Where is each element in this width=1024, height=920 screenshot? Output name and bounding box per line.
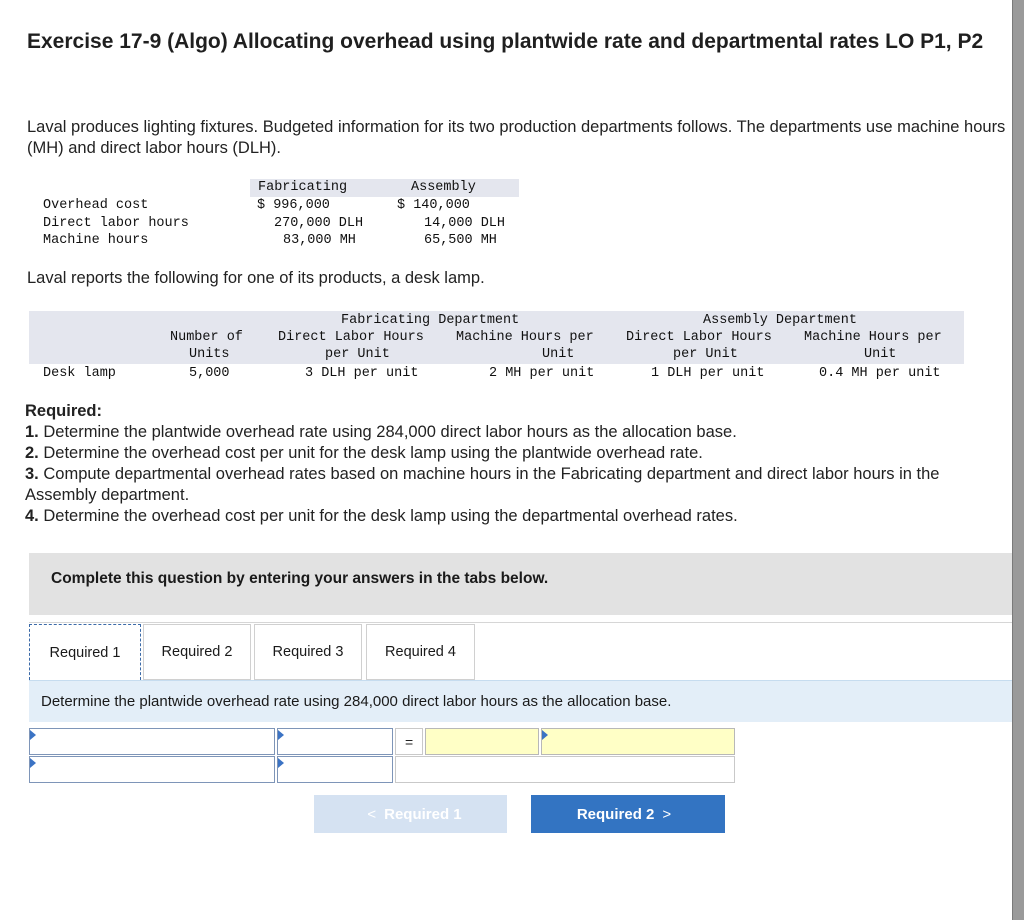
fab-value: 83,000 MH: [283, 233, 356, 248]
budget-table: [29, 179, 519, 250]
window-edge: [1012, 0, 1024, 920]
empty-cell: [395, 756, 735, 783]
group-assembly: Assembly Department: [703, 313, 857, 328]
units-value: 5,000: [189, 366, 230, 381]
instruction-text: Determine the plantwide overhead rate using 284,000 direct labor hours as the allocation base.: [41, 693, 672, 710]
col-units-line2: Units: [189, 347, 230, 362]
required-list: [25, 401, 1010, 527]
required-item: 4. Determine the overhead cost per unit for the desk lamp using the departmental overhead rates.: [25, 507, 738, 525]
tab-required-4[interactable]: Required 4: [366, 624, 475, 680]
col-fab-mh-line1: Machine Hours per: [456, 330, 594, 345]
answer-grid: [29, 728, 735, 784]
header-fabricating: Fabricating: [258, 180, 348, 195]
product-intro: Laval reports the following for one of its products, a desk lamp.: [27, 269, 485, 287]
col-asm-dlh-line2: per Unit: [673, 347, 738, 362]
tab-instruction: [29, 680, 1012, 722]
fab-value: $ 996,000: [257, 198, 330, 213]
col-units-line1: Number of: [170, 330, 243, 345]
col-asm-dlh-line1: Direct Labor Hours: [626, 330, 772, 345]
required-item: 3. Compute departmental overhead rates based on machine hours in the Fabricating department and direct labor hours in the Assembly department.: [25, 465, 940, 504]
previous-button[interactable]: [314, 795, 507, 833]
overhead-label-select[interactable]: [29, 728, 275, 755]
required-item: 1. Determine the plantwide overhead rate using 284,000 direct labor hours as the allocation base.: [25, 423, 737, 441]
asm-mh-value: 0.4 MH per unit: [819, 366, 941, 381]
fab-dlh-value: 3 DLH per unit: [305, 366, 419, 381]
row-label: Desk lamp: [43, 366, 116, 381]
asm-value: 14,000 DLH: [424, 215, 506, 231]
tab-required-1[interactable]: Required 1: [29, 624, 141, 680]
col-fab-dlh-line1: Direct Labor Hours: [278, 330, 424, 345]
col-asm-mh-line1: Machine Hours per: [804, 330, 942, 345]
rate-unit-select[interactable]: [541, 728, 735, 755]
complete-text: Complete this question by entering your answers in the tabs below.: [51, 570, 549, 587]
table-row: [29, 232, 519, 250]
base-amount-input[interactable]: [277, 756, 393, 783]
base-label-select[interactable]: [29, 756, 275, 783]
fab-mh-value: 2 MH per unit: [489, 366, 595, 381]
col-fab-dlh-line2: per Unit: [325, 347, 390, 362]
required-item: 2. Determine the overhead cost per unit for the desk lamp using the plantwide overhead rate.: [25, 444, 703, 462]
chevron-left-icon: <: [367, 805, 377, 823]
dropdown-marker-icon: [30, 730, 36, 740]
col-asm-mh-line2: Unit: [864, 347, 897, 362]
previous-label: Required 1: [384, 805, 462, 823]
required-label: Required:: [25, 402, 103, 420]
instructions-banner: [29, 553, 1012, 615]
group-fabricating: Fabricating Department: [341, 313, 520, 328]
equals-cell: [395, 728, 423, 755]
row-label: Overhead cost: [43, 198, 149, 213]
next-label: Required 2: [576, 805, 655, 823]
row-label: Machine hours: [43, 233, 149, 248]
page-title: Exercise 17-9 (Algo) Allocating overhead using plantwide rate and departmental rates LO P1, P2: [27, 30, 984, 53]
tab-required-2[interactable]: Required 2: [143, 624, 251, 680]
budget-table-header: [29, 179, 519, 197]
dropdown-marker-icon: [542, 730, 548, 740]
rate-result-input[interactable]: [425, 728, 539, 755]
next-button[interactable]: [531, 795, 725, 833]
asm-value: 65,500 MH: [424, 233, 497, 248]
dropdown-marker-icon: [278, 730, 284, 740]
col-fab-mh-line2: Unit: [542, 347, 575, 362]
header-assembly: Assembly: [411, 180, 476, 195]
chevron-right-icon: >: [662, 805, 672, 823]
asm-value: $ 140,000: [397, 198, 470, 213]
tab-required-3[interactable]: Required 3: [254, 624, 362, 680]
fab-value: 270,000 DLH: [274, 215, 364, 231]
overhead-amount-input[interactable]: [277, 728, 393, 755]
row-label: Direct labor hours: [43, 215, 189, 231]
table-row: [29, 215, 519, 233]
intro-paragraph: Laval produces lighting fixtures. Budgeted information for its two production departments follows. The departments use machine hours (MH) and direct labor hours (DLH).: [27, 118, 1006, 157]
equals-sign: =: [405, 734, 414, 750]
dropdown-marker-icon: [30, 758, 36, 768]
dropdown-marker-icon: [278, 758, 284, 768]
table-row: [29, 197, 519, 215]
tab-bar: [29, 622, 1012, 680]
asm-dlh-value: 1 DLH per unit: [651, 366, 765, 381]
